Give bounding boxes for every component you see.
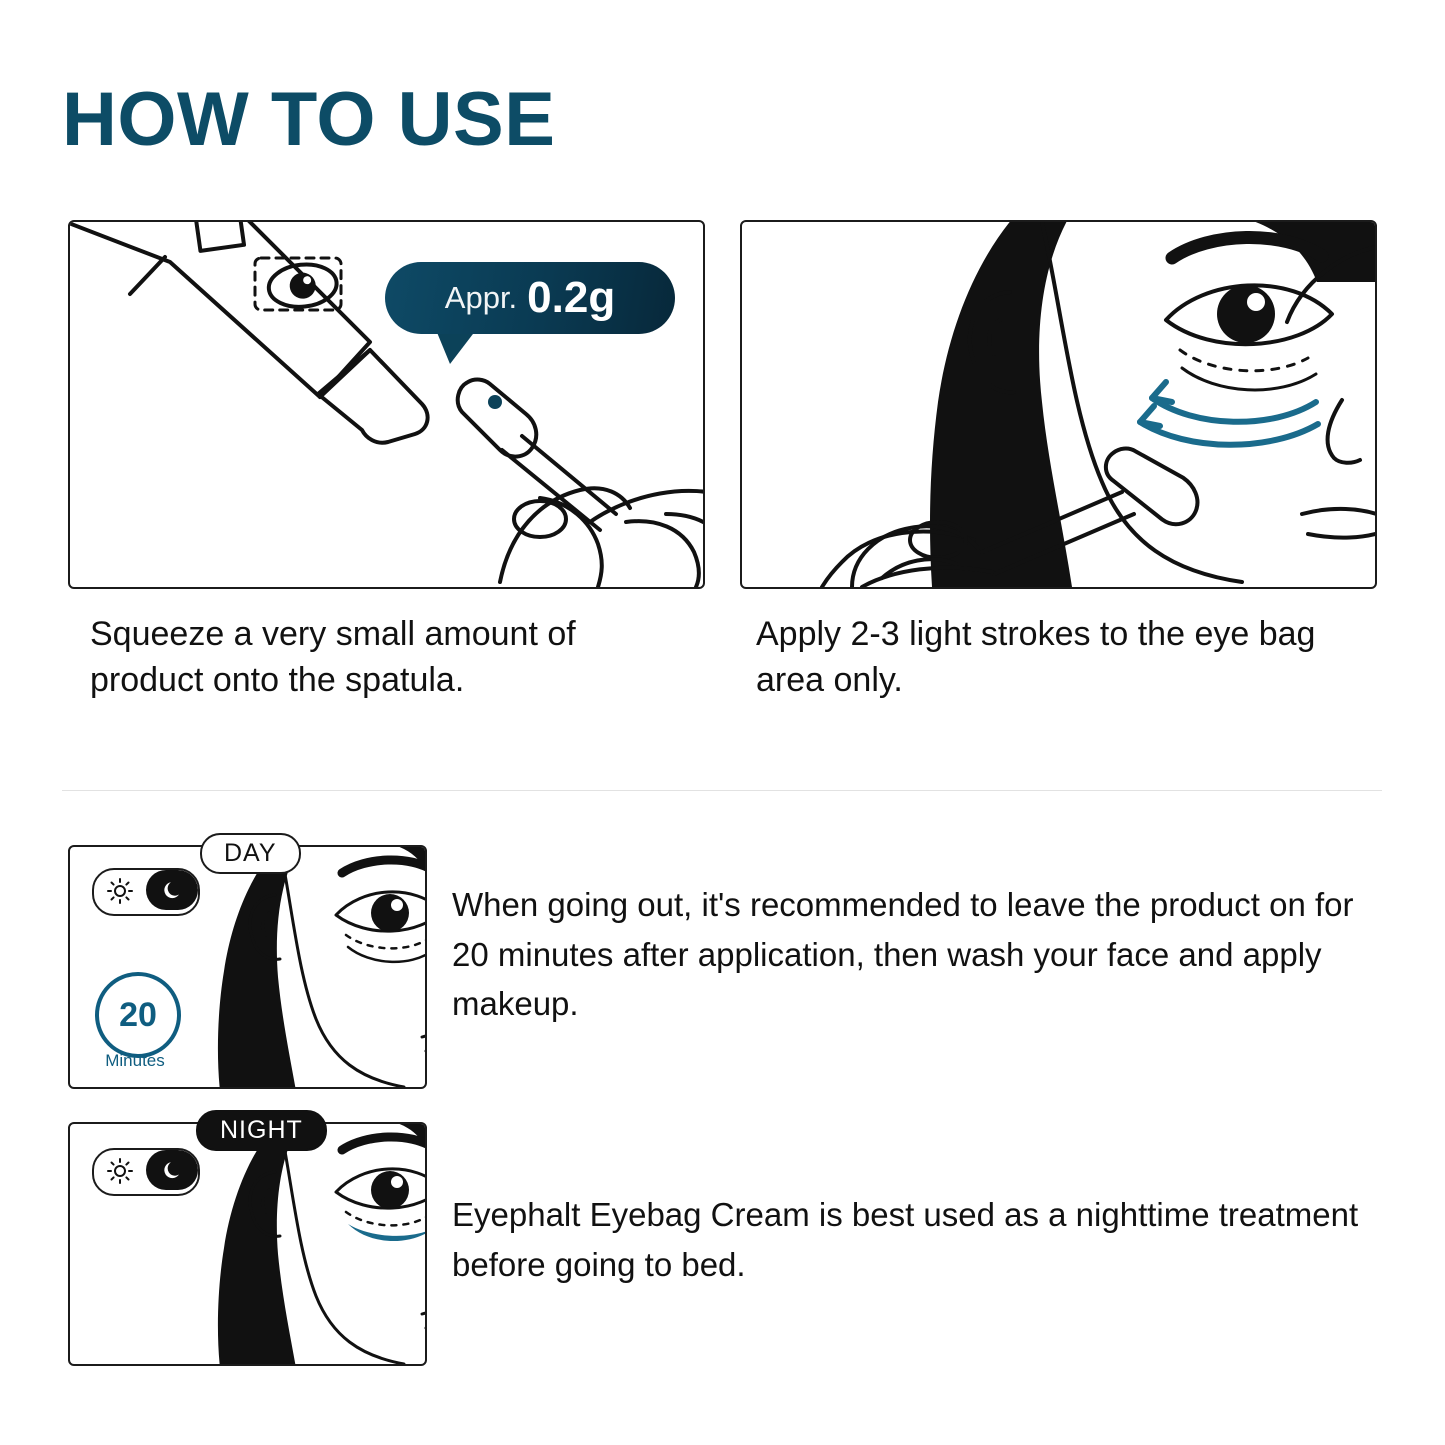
apply-illustration: [742, 222, 1375, 587]
callout-tail: [436, 330, 476, 364]
night-instruction-text: Eyephalt Eyebag Cream is best used as a nighttime treatment before going to bed.: [452, 1196, 1359, 1283]
day-night-toggle-night[interactable]: [92, 1148, 200, 1196]
moon-icon: [160, 1158, 186, 1184]
callout-amount: 0.2g: [527, 273, 616, 322]
timer-badge: 20: [95, 972, 181, 1058]
caption-squeeze: Squeeze a very small amount of product onto the spatula.: [90, 615, 576, 699]
moon-icon: [160, 878, 186, 904]
day-night-toggle-day[interactable]: [92, 868, 200, 916]
caption-apply: Apply 2-3 light strokes to the eye bag area only.: [756, 615, 1316, 699]
sun-icon: [107, 878, 133, 904]
callout-prefix: Appr.: [444, 280, 518, 315]
day-instruction-text: When going out, it's recommended to leave the product on for 20 minutes after application, then wash your face and apply makeup.: [452, 886, 1354, 1022]
badge-night: NIGHT: [196, 1110, 327, 1151]
section-divider: [62, 790, 1382, 791]
timer-unit-label: Minutes: [105, 1051, 165, 1070]
amount-callout: [385, 262, 675, 334]
sun-icon: [107, 1158, 133, 1184]
illustration-panel-apply: [740, 220, 1377, 589]
badge-day: DAY: [200, 833, 301, 874]
page-title: HOW TO USE: [62, 77, 556, 162]
